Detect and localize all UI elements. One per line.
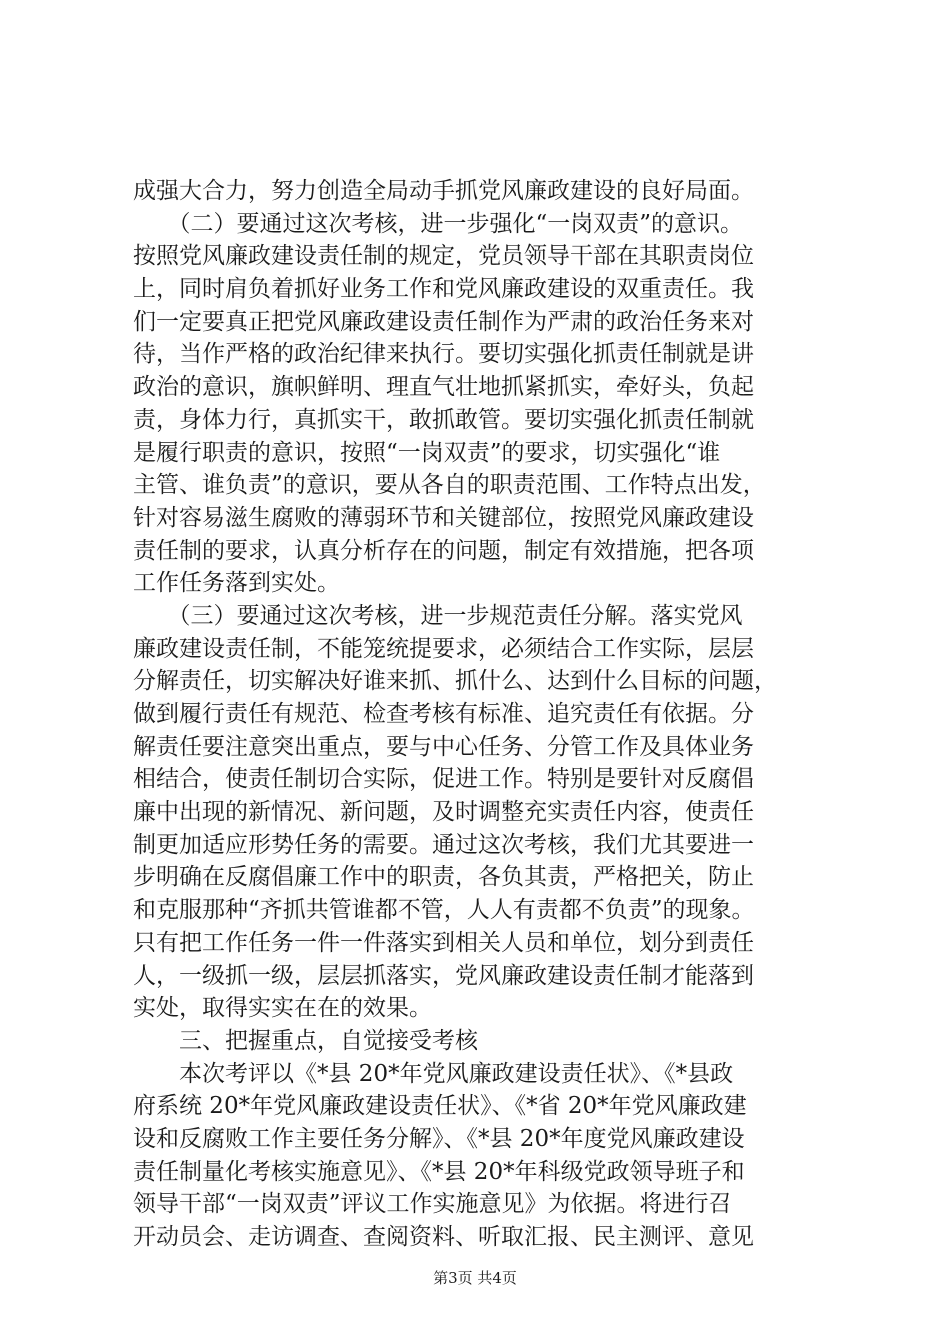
text-line: 开动员会、走访调查、查阅资料、听取汇报、民主测评、意见 <box>133 1224 754 1250</box>
text-line: 三、把握重点，自觉接受考核 <box>133 1027 478 1054</box>
text-line: 做到履行责任有规范、检查考核有标准、追究责任有依据。分 <box>133 701 754 727</box>
text-line: 设和反腐败工作主要任务分解》、《*县 20*年度党风廉政建设 <box>133 1125 745 1152</box>
page-footer: 第3页 共4页 <box>433 1269 517 1287</box>
text-line: 待，当作严格的政治纪律来执行。要切实强化抓责任制就是讲 <box>133 341 754 368</box>
text-line: 人，一级抓一级，层层抓落实，党风廉政建设责任制才能落到 <box>133 962 754 989</box>
text-line: 上，同时肩负着抓好业务工作和党风廉政建设的双重责任。我 <box>133 276 754 303</box>
text-line: 实处，取得实实在在的效果。 <box>133 995 432 1022</box>
text-line: 主管、谁负责”的意识，要从各自的职责范围、工作特点出发， <box>133 472 766 499</box>
text-line: 责任制量化考核实施意见》、《*县 20*年科级党政领导班子和 <box>133 1158 745 1185</box>
text-line: 政治的意识，旗帜鲜明、理直气壮地抓紧抓实，牵好头，负起 <box>133 374 754 401</box>
text-line: 成强大合力，努力创造全局动手抓党风廉政建设的良好局面。 <box>133 178 754 204</box>
text-line: （三）要通过这次考核，进一步规范责任分解。落实党风 <box>133 602 743 629</box>
text-line: 们一定要真正把党风廉政建设责任制作为严肃的政治任务来对 <box>133 308 754 335</box>
body-text <box>133 175 839 1254</box>
text-line: 分解责任，切实解决好谁来抓、抓什么、达到什么目标的问题， <box>133 668 777 695</box>
text-line: 廉政建设责任制，不能笼统提要求，必须结合工作实际，层层 <box>133 635 754 662</box>
text-line: 本次考评以《*县 20*年党风廉政建设责任状》、《*县政 <box>133 1060 734 1087</box>
text-line: 步明确在反腐倡廉工作中的职责，各负其责，严格把关，防止 <box>133 864 754 891</box>
text-line: 府系统 20*年党风廉政建设责任状》、《*省 20*年党风廉政建 <box>133 1093 747 1120</box>
text-line: 制更加适应形势任务的需要。通过这次考核，我们尤其要进一 <box>133 831 754 858</box>
text-line: 和克服那种“齐抓共管谁都不管，人人有责都不负责”的现象。 <box>133 897 755 924</box>
text-line: 只有把工作任务一件一件落实到相关人员和单位，划分到责任 <box>133 929 754 956</box>
text-line: 工作任务落到实处。 <box>133 570 340 597</box>
text-line: 解责任要注意突出重点，要与中心任务、分管工作及具体业务 <box>133 733 754 760</box>
text-line: 是履行职责的意识，按照“一岗双责”的要求，切实强化“谁 <box>133 439 721 466</box>
text-line: 廉中出现的新情况、新问题，及时调整充实责任内容，使责任 <box>133 799 754 826</box>
text-line: 针对容易滋生腐败的薄弱环节和关键部位，按照党风廉政建设 <box>133 504 754 531</box>
text-line: 领导干部“一岗双责”评议工作实施意见》为依据。将进行召 <box>133 1191 732 1218</box>
text-line: 责，身体力行，真抓实干，敢抓敢管。要切实强化抓责任制就 <box>133 406 754 433</box>
text-line: 按照党风廉政建设责任制的规定，党员领导干部在其职责岗位 <box>133 243 754 270</box>
text-line: 责任制的要求，认真分析存在的问题，制定有效措施，把各项 <box>133 537 754 564</box>
text-line: （二）要通过这次考核，进一步强化“一岗双责”的意识。 <box>133 210 744 237</box>
text-line: 相结合，使责任制切合实际，促进工作。特别是要针对反腐倡 <box>133 766 754 793</box>
